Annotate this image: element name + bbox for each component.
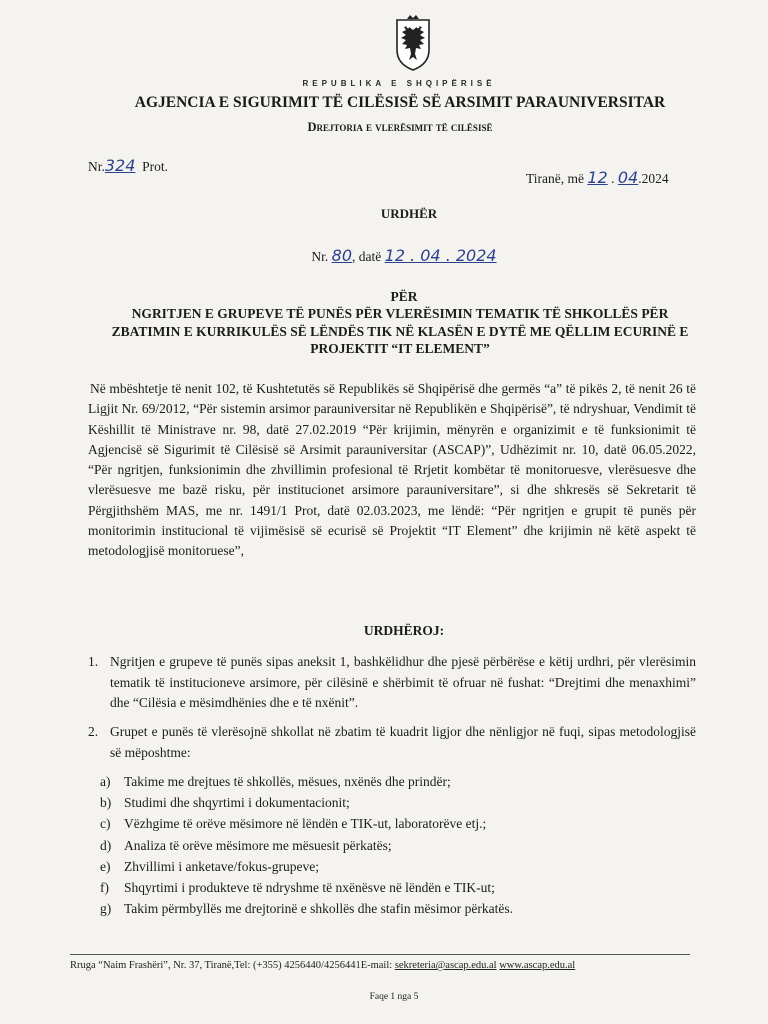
list-item-text: Studimi dhe shqyrtimi i dokumentacionit;	[124, 795, 350, 811]
order-item	[88, 722, 696, 763]
list-item-text: Analiza të orëve mësimore me mësuesit përkatës;	[124, 837, 392, 853]
footer-website-link[interactable]: www.ascap.edu.al	[499, 960, 576, 971]
list-item-letter: f)	[100, 880, 109, 896]
preamble-paragraph: Në mbështetje të nenit 102, të Kushtetutës së Republikës së Shqipërisë dhe germës “a” të pikës 2, të nenit 26 të Ligjit Nr. 69/2012, “Për sistemin arsimor parauniversitar në Republikën e Shqipërisë”, të ndryshuar, Vendimit të Këshillit të Ministrave nr. 98, datë 27.02.2019 “Për krijimin, mënyrën e organizimit e të funksionimit të Agjencisë së Sigurimit të Cilësisë së Arsimit parauniversitar (ASCAP)”, Udhëzimit nr. 10, datë 06.05.2022, “Për ngritjen, funksionimin dhe zhvillimin profesional të Rrjetit kombëtar të monitoruesve, vlerësuesve dhe vlerësuesve me bazë risku, për institucionet arsimore parauniversitare”, si dhe shkresës së Sekretarit të Përgjithshëm MAS, me nr. 1491/1 Prot, datë 02.03.2023, me lëndë: “Për ngritjen e grupit të punës për monitorimin institucional të vijimësisë së ecurisë së Projektit “IT Element” dhe krijimin në këtë aspekt të metodologjisë monitoruese”,	[88, 381, 696, 559]
list-item	[100, 771, 700, 792]
protocol-number	[88, 156, 168, 175]
urdheroj-heading: URDHËROJ:	[363, 623, 445, 638]
order-title: URDHËR	[380, 206, 438, 221]
page-number: Faqe 1 nga 5	[369, 992, 419, 1002]
list-item-letter: d)	[100, 837, 112, 853]
list-item	[100, 856, 700, 877]
list-item-text: Zhvillimi i anketave/fokus-grupeve;	[124, 858, 319, 874]
order-item-number: 2.	[88, 724, 99, 739]
place-date: Tiranë, më 12 . 04.2024	[526, 168, 669, 187]
double-headed-eagle-emblem-icon	[393, 14, 433, 72]
date-year: .2024	[638, 171, 669, 186]
list-item-text: Shqyrtimi i produkteve të ndryshme të nxënësve në lëndën e TIK-ut;	[124, 880, 495, 896]
list-item	[100, 898, 700, 919]
footer-address	[70, 960, 710, 971]
subject-text: NGRITJEN E GRUPEVE TË PUNËS PËR VLERËSIMIN TEMATIK TË SHKOLLËS PËR ZBATIMIN E KURRIKULËS SË LËNDËS TIK NË KLASËN E DYTË ME QËLLIM ECURINË E PROJEKTIT “IT ELEMENT”	[111, 306, 689, 356]
order-date-label: , datë	[352, 249, 382, 264]
list-item-letter: e)	[100, 858, 111, 874]
order-nr-label: Nr.	[311, 249, 329, 264]
list-item-letter: b)	[100, 795, 112, 811]
list-item	[100, 792, 700, 813]
list-item-text: Takim përmbyllës me drejtorinë e shkollës dhe stafin mësimor përkatës.	[124, 901, 513, 917]
list-item-letter: c)	[100, 816, 111, 832]
list-item	[100, 835, 700, 856]
order-number	[0, 246, 768, 265]
country-name: REPUBLIKA E SHQIPËRISË	[302, 79, 496, 88]
order-item-number: 1.	[88, 654, 99, 669]
order-item	[88, 652, 696, 714]
order-item-text: Ngritjen e grupeve të punës sipas aneksit 1, bashkëlidhur dhe pjesë përbërëse e këtij urdhri, për vlerësimin tematik të institucioneve arsimore, për cilësinë e shërbimit të ofruar në fushat: “Drejtimi dhe menaxhimi” dhe “Cilësia e mësimdhënies dhe e të nxënit”.	[110, 654, 696, 710]
directorate-name: Drejtoria e vlerësimit të cilësisë	[307, 120, 493, 134]
list-item	[100, 813, 700, 834]
subject-per: PËR	[390, 289, 418, 304]
list-item	[100, 877, 700, 898]
protocol-nr-label: Nr.	[88, 159, 105, 174]
agency-name: AGJENCIA E SIGURIMIT TË CILËSISË SË ARSIMIT PARAUNIVERSITAR	[134, 94, 666, 111]
list-item-letter: g)	[100, 901, 112, 917]
protocol-nr-value: 324	[104, 156, 136, 175]
footer-address-text: Rruga “Naim Frashëri”, Nr. 37, Tiranë,Tel: (+355) 4256440/4256441E-mail:	[70, 960, 395, 971]
date-day: 12	[587, 168, 608, 187]
list-item-text: Vëzhgime të orëve mësimore në lëndën e TIK-ut, laboratorëve etj.;	[124, 816, 487, 832]
footer-email-link[interactable]: sekreteria@ascap.edu.al	[394, 960, 497, 971]
list-item-text: Takime me drejtues të shkollës, mësues, nxënës dhe prindër;	[124, 774, 451, 789]
footer-divider	[70, 954, 690, 955]
order-nr-value: 80	[331, 246, 353, 265]
methodology-list	[100, 771, 700, 919]
date-month: 04	[617, 168, 639, 187]
place-label: Tiranë, më	[526, 171, 584, 186]
order-item-text: Grupet e punës të vlerësojnë shkollat në zbatim të kuadrit ligjor dhe nënligjor në fuqi, sipas metodologjisë së mëposhtme:	[110, 724, 696, 760]
list-item-letter: a)	[100, 774, 111, 789]
order-date-value: 12 . 04 . 2024	[384, 246, 497, 265]
protocol-prot-label: Prot.	[142, 159, 169, 174]
